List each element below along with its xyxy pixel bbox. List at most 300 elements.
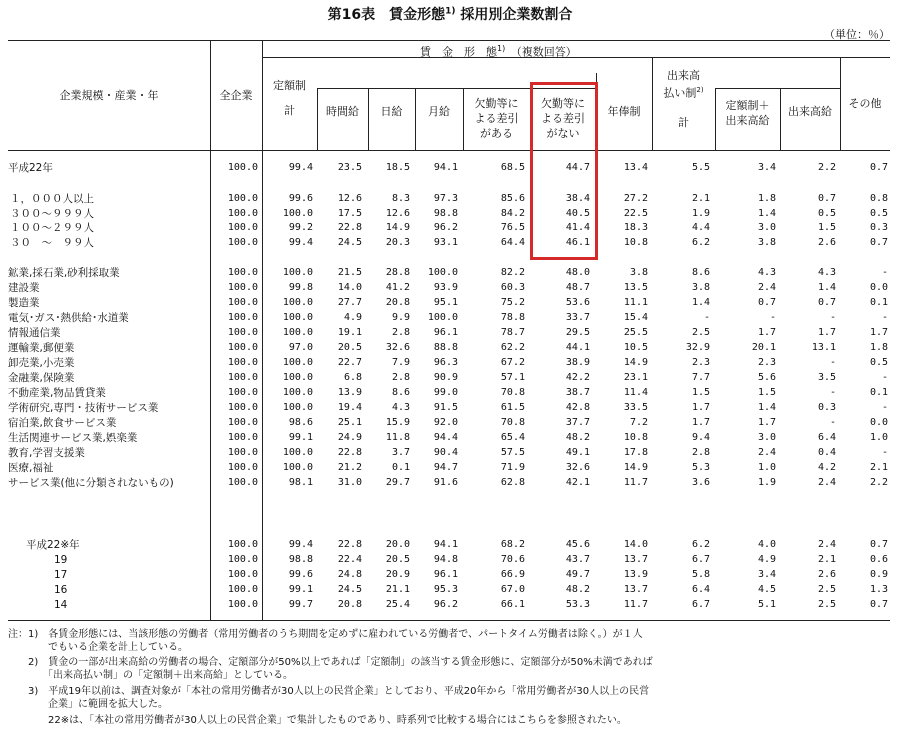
table-cell: 57.1 [500, 372, 525, 383]
table-cell: 27.2 [623, 193, 648, 204]
table-cell: 100.0 [282, 372, 313, 383]
row-label: ３００～９９９人 [10, 208, 94, 220]
table-cell: 23.5 [337, 162, 362, 173]
table-cell: 88.8 [433, 342, 458, 353]
table-cell: 0.5 [869, 208, 888, 219]
table-cell: 21.2 [337, 462, 362, 473]
footnote-line: 2) 賃金の一部が出来高給の労働者の場合、定額部分が50%以上であれば「定額制」の該当する賃金形態に、定額部分が50%未満であれば [8, 657, 653, 668]
table-cell: 97.3 [433, 193, 458, 204]
table-cell: 12.6 [385, 208, 410, 219]
table-cell: 29.7 [385, 477, 410, 488]
table-cell: 1.5 [757, 387, 776, 398]
table-cell: 1.7 [691, 417, 710, 428]
table-cell: 93.1 [433, 237, 458, 248]
table-cell: 44.7 [565, 162, 590, 173]
table-cell: 100.0 [282, 208, 313, 219]
table-cell: 2.5 [817, 584, 836, 595]
table-cell: 99.7 [288, 599, 313, 610]
table-cell: 98.8 [288, 554, 313, 565]
table-cell: 3.8 [629, 267, 648, 278]
header-with-deduction [463, 96, 530, 141]
table-cell: - [703, 312, 710, 323]
table-cell: 93.9 [433, 282, 458, 293]
table-cell: 1.5 [691, 387, 710, 398]
table-cell: - [881, 267, 888, 278]
table-cell: 100.0 [227, 267, 258, 278]
row-label: 金融業,保険業 [8, 372, 75, 384]
table-cell: 20.9 [385, 569, 410, 580]
table-cell: 8.6 [391, 387, 410, 398]
table-cell: 96.1 [433, 327, 458, 338]
table-cell: 48.2 [565, 432, 590, 443]
table-cell: 70.8 [500, 417, 525, 428]
table-cell: 28.8 [385, 267, 410, 278]
table-cell: 2.5 [817, 599, 836, 610]
table-cell: 0.7 [869, 599, 888, 610]
table-cell: 6.7 [691, 554, 710, 565]
table-cell: 14.0 [623, 539, 648, 550]
table-cell: 13.5 [623, 282, 648, 293]
table-cell: 2.5 [691, 327, 710, 338]
table-cell: 99.0 [433, 387, 458, 398]
header-all-companies: 全企業 [219, 89, 253, 102]
with-deduction-line3: がある [480, 127, 513, 140]
fixed-wage-total: 計 [284, 104, 295, 117]
table-cell: 5.1 [757, 599, 776, 610]
table-cell: 1.4 [757, 208, 776, 219]
table-cell: 24.9 [337, 432, 362, 443]
table-cell: 37.7 [565, 417, 590, 428]
piece-rate-line1: 出来高 [667, 69, 700, 82]
table-cell: 96.3 [433, 357, 458, 368]
table-cell: 76.5 [500, 222, 525, 233]
table-cell: 20.3 [385, 237, 410, 248]
table-cell: 1.7 [691, 402, 710, 413]
table-cell: 45.6 [565, 539, 590, 550]
footnote-line: でもいる企業を計上している。 [8, 642, 188, 653]
table-cell: 20.8 [385, 297, 410, 308]
fixed-plus-line1: 定額制＋ [725, 99, 770, 112]
table-cell: 0.8 [869, 193, 888, 204]
row-label: 17 [54, 569, 68, 581]
table-cell: 90.4 [433, 447, 458, 458]
row-label: ３０ ～ ９９人 [10, 237, 94, 249]
table-cell: 0.4 [817, 447, 836, 458]
table-cell: 2.6 [817, 569, 836, 580]
table-cell: 100.0 [227, 402, 258, 413]
table-cell: 44.1 [565, 342, 590, 353]
table-cell: 3.8 [757, 237, 776, 248]
table-cell: 100.0 [227, 539, 258, 550]
table-cell: 57.5 [500, 447, 525, 458]
table-cell: 91.5 [433, 402, 458, 413]
table-cell: 0.6 [869, 554, 888, 565]
table-cell: 11.7 [623, 599, 648, 610]
table-cell: 13.1 [811, 342, 836, 353]
table-cell: 13.4 [623, 162, 648, 173]
row-label: 電気･ガス･熱供給･水道業 [8, 312, 129, 324]
table-cell: 1.9 [691, 208, 710, 219]
table-cell: 92.0 [433, 417, 458, 428]
col-divider [368, 88, 369, 150]
table-cell: 99.6 [288, 569, 313, 580]
row-label: １００～２９９人 [10, 222, 94, 234]
row-label: 不動産業,物品賃貸業 [8, 387, 106, 399]
table-cell: 3.6 [691, 477, 710, 488]
table-cell: 0.7 [817, 193, 836, 204]
table-cell: 48.2 [565, 584, 590, 595]
table-cell: 4.3 [391, 402, 410, 413]
table-cell: 100.0 [227, 282, 258, 293]
table-cell: 1.0 [869, 432, 888, 443]
table-cell: 2.6 [817, 237, 836, 248]
table-cell: 42.2 [565, 372, 590, 383]
table-cell: 15.4 [623, 312, 648, 323]
table-cell: 4.3 [817, 267, 836, 278]
piece-rate-sup: 2) [696, 86, 704, 94]
table-cell: 42.1 [565, 477, 590, 488]
table-cell: 100.0 [282, 312, 313, 323]
table-cell: 22.5 [623, 208, 648, 219]
table-cell: 71.9 [500, 462, 525, 473]
sub-rule [715, 88, 840, 89]
table-cell: 100.0 [227, 554, 258, 565]
row-label: 情報通信業 [8, 327, 61, 339]
table-cell: 4.0 [757, 539, 776, 550]
table-cell: 11.7 [623, 477, 648, 488]
row-label: 医療,福祉 [8, 462, 54, 474]
table-cell: 20.5 [337, 342, 362, 353]
table-cell: - [881, 312, 888, 323]
header-hourly: 時間給 [326, 105, 359, 118]
table-cell: 2.2 [817, 162, 836, 173]
table-cell: 2.1 [691, 193, 710, 204]
table-cell: 1.4 [691, 297, 710, 308]
table-cell: 100.0 [227, 342, 258, 353]
table-cell: 22.8 [337, 539, 362, 550]
table-cell: 41.4 [565, 222, 590, 233]
table-cell: 99.4 [288, 237, 313, 248]
table-cell: 4.5 [757, 584, 776, 595]
table-cell: 3.8 [691, 282, 710, 293]
table-cell: 2.3 [757, 357, 776, 368]
table-cell: 0.1 [869, 297, 888, 308]
col-divider [317, 88, 318, 150]
table-cell: 65.4 [500, 432, 525, 443]
table-cell: 21.1 [385, 584, 410, 595]
table-cell: - [881, 402, 888, 413]
table-cell: 17.5 [337, 208, 362, 219]
col-divider [780, 88, 781, 150]
table-cell: 8.6 [691, 267, 710, 278]
table-cell: 38.4 [565, 193, 590, 204]
table-cell: - [881, 372, 888, 383]
row-label: 卸売業,小売業 [8, 357, 75, 369]
piece-rate-total: 計 [678, 115, 689, 129]
table-cell: 19.1 [337, 327, 362, 338]
table-cell: 1.9 [757, 477, 776, 488]
footnote-line: 22※は、「本社の常用労働者が30人以上の民営企業」で集計したものであり、時系列で比較する場合にはこちらを参照されたい。 [8, 715, 627, 726]
table-cell: 48.0 [565, 267, 590, 278]
table-cell: 33.5 [623, 402, 648, 413]
table-cell: 13.7 [623, 554, 648, 565]
table-cell: 99.4 [288, 539, 313, 550]
table-cell: - [829, 417, 836, 428]
header-wage-type-group [420, 41, 720, 60]
header-other: その他 [848, 97, 882, 110]
table-cell: 22.7 [337, 357, 362, 368]
table-cell: 3.4 [757, 569, 776, 580]
row-label: 学術研究,専門・技術サービス業 [8, 402, 159, 414]
table-cell: 98.6 [288, 417, 313, 428]
table-cell: 42.8 [565, 402, 590, 413]
table-cell: 78.7 [500, 327, 525, 338]
table-cell: 67.2 [500, 357, 525, 368]
table-cell: 32.6 [385, 342, 410, 353]
row-label: 鉱業,採石業,砂利採取業 [8, 267, 120, 279]
footnote-line: 「出来高払い制」の「定額制＋出来高給」としている。 [8, 670, 293, 681]
table-cell: 1.3 [869, 584, 888, 595]
row-label: 16 [54, 584, 68, 596]
table-cell: 2.1 [869, 462, 888, 473]
table-title [0, 4, 900, 24]
table-bottom-rule [8, 620, 890, 621]
table-cell: 3.0 [757, 432, 776, 443]
table-cell: 0.7 [817, 297, 836, 308]
table-cell: 4.3 [757, 267, 776, 278]
table-cell: 100.0 [282, 462, 313, 473]
table-cell: 0.1 [869, 387, 888, 398]
table-cell: 41.2 [385, 282, 410, 293]
table-cell: 100.0 [282, 327, 313, 338]
table-cell: 11.8 [385, 432, 410, 443]
table-cell: 99.2 [288, 222, 313, 233]
row-label: サービス業(他に分類されないもの) [8, 477, 174, 489]
table-cell: 75.2 [500, 297, 525, 308]
table-cell: 10.8 [623, 432, 648, 443]
table-cell: 100.0 [282, 447, 313, 458]
table-cell: 13.9 [623, 569, 648, 580]
table-cell: 0.7 [869, 162, 888, 173]
table-cell: 31.0 [337, 477, 362, 488]
table-cell: 100.0 [227, 477, 258, 488]
table-cell: 82.2 [500, 267, 525, 278]
table-cell: 14.9 [623, 357, 648, 368]
table-cell: 53.3 [565, 599, 590, 610]
highlight-box [530, 82, 598, 260]
header-piece-rate [652, 68, 715, 130]
table-cell: 100.0 [227, 462, 258, 473]
table-cell: 70.8 [500, 387, 525, 398]
table-cell: 99.1 [288, 584, 313, 595]
table-cell: 0.5 [869, 357, 888, 368]
header-size-industry-year: 企業規模・産業・年 [59, 89, 159, 102]
table-cell: 18.3 [623, 222, 648, 233]
table-cell: 29.5 [565, 327, 590, 338]
table-cell: 4.9 [343, 312, 362, 323]
table-cell: 5.8 [691, 569, 710, 580]
table-cell: 100.0 [227, 417, 258, 428]
table-cell: 32.6 [565, 462, 590, 473]
table-cell: 46.1 [565, 237, 590, 248]
without-deduction-line3: がない [546, 127, 580, 140]
table-cell: 100.0 [282, 357, 313, 368]
table-cell: 40.5 [565, 208, 590, 219]
table-cell: 2.8 [391, 372, 410, 383]
table-cell: 27.7 [337, 297, 362, 308]
table-cell: 0.3 [869, 222, 888, 233]
table-cell: 6.7 [691, 599, 710, 610]
table-cell: 19.4 [337, 402, 362, 413]
table-cell: 1.8 [869, 342, 888, 353]
table-cell: 20.5 [385, 554, 410, 565]
table-cell: 96.2 [433, 222, 458, 233]
table-cell: 3.7 [391, 447, 410, 458]
table-cell: 100.0 [227, 569, 258, 580]
table-cell: 1.8 [757, 193, 776, 204]
table-cell: 2.1 [817, 554, 836, 565]
table-cell: 1.7 [817, 327, 836, 338]
header-fixed-plus-piece [715, 98, 780, 128]
row-label: 平成22年 [8, 162, 53, 174]
table-cell: 1.5 [817, 222, 836, 233]
group-label: 賃 金 形 態 [420, 45, 497, 59]
row-label: 14 [54, 599, 68, 611]
table-cell: 10.8 [623, 237, 648, 248]
table-cell: 99.1 [288, 432, 313, 443]
table-cell: 6.2 [691, 237, 710, 248]
table-cell: 7.7 [691, 372, 710, 383]
table-cell: 22.8 [337, 222, 362, 233]
piece-rate-line2: 払い制 [663, 86, 697, 100]
table-cell: 100.0 [282, 267, 313, 278]
header-piece-pay: 出来高給 [788, 105, 832, 118]
table-cell: 22.4 [337, 554, 362, 565]
table-cell: - [829, 312, 836, 323]
title-sup: 1) [445, 6, 456, 17]
table-cell: 2.4 [757, 282, 776, 293]
table-cell: 14.9 [385, 222, 410, 233]
table-cell: 25.4 [385, 599, 410, 610]
fixed-wage-label: 定額制 [273, 79, 306, 92]
table-cell: 53.6 [565, 297, 590, 308]
row-label: 平成22※年 [26, 539, 80, 551]
table-cell: 33.7 [565, 312, 590, 323]
table-cell: 91.6 [433, 477, 458, 488]
table-cell: 2.4 [757, 447, 776, 458]
table-cell: 0.7 [869, 539, 888, 550]
table-cell: 100.0 [282, 387, 313, 398]
table-cell: 0.3 [817, 402, 836, 413]
table-cell: 94.1 [433, 162, 458, 173]
table-cell: 49.1 [565, 447, 590, 458]
title-main: 第16表 賃金形態 [327, 7, 446, 23]
table-cell: 100.0 [427, 312, 458, 323]
table-cell: 23.1 [623, 372, 648, 383]
table-cell: 100.0 [227, 327, 258, 338]
title-rest: 採用別企業数割合 [455, 7, 573, 23]
table-cell: 22.8 [337, 447, 362, 458]
without-deduction-line2: よる差引 [541, 112, 585, 125]
table-cell: 100.0 [227, 584, 258, 595]
row-label: 生活関連サービス業,娯楽業 [8, 432, 138, 444]
table-cell: 99.6 [288, 193, 313, 204]
table-cell: 9.4 [691, 432, 710, 443]
table-cell: 38.7 [565, 387, 590, 398]
row-label: 運輸業,郵便業 [8, 342, 75, 354]
footnote-line: 注：1) 各賃金形態には、当該形態の労働者（常用労働者のうち期間を定めずに雇われている労働者で、パートタイム労働者は除く。）が１人 [8, 629, 643, 640]
table-cell: 1.7 [869, 327, 888, 338]
table-cell: 24.5 [337, 584, 362, 595]
table-cell: 15.9 [385, 417, 410, 428]
table-cell: 1.4 [817, 282, 836, 293]
table-cell: - [769, 312, 776, 323]
table-cell: 7.2 [629, 417, 648, 428]
table-cell: 70.6 [500, 554, 525, 565]
table-cell: 13.9 [337, 387, 362, 398]
table-cell: 90.9 [433, 372, 458, 383]
table-cell: 100.0 [427, 267, 458, 278]
table-cell: 2.4 [817, 539, 836, 550]
table-cell: 62.2 [500, 342, 525, 353]
header-bottom-rule [8, 150, 890, 151]
row-label: 製造業 [8, 297, 40, 309]
table-cell: 100.0 [227, 297, 258, 308]
table-cell: 99.4 [288, 162, 313, 173]
table-cell: 3.0 [757, 222, 776, 233]
footnote-line: 企業」に範囲を拡大した。 [8, 699, 168, 710]
table-cell: 13.7 [623, 584, 648, 595]
table-cell: 24.8 [337, 569, 362, 580]
table-cell: 100.0 [227, 312, 258, 323]
group-note: （複数回答） [516, 45, 577, 59]
footnote-line: 3) 平成19年以前は、調査対象が「本社の常用労働者が30人以上の民営企業」としており、平成20年から「常用労働者が30人以上の民営 [8, 686, 650, 697]
table-cell: 60.3 [500, 282, 525, 293]
table-cell: 14.9 [623, 462, 648, 473]
table-cell: 100.0 [227, 193, 258, 204]
table-cell: 6.8 [343, 372, 362, 383]
table-cell: 2.3 [691, 357, 710, 368]
table-cell: 96.1 [433, 569, 458, 580]
row-label: 19 [54, 554, 68, 566]
table-cell: 32.9 [685, 342, 710, 353]
table-cell: 3.5 [817, 372, 836, 383]
table-cell: 1.7 [757, 417, 776, 428]
table-cell: 0.9 [869, 569, 888, 580]
table-cell: 8.3 [391, 193, 410, 204]
table-cell: 61.5 [500, 402, 525, 413]
table-cell: 2.4 [817, 477, 836, 488]
table-cell: 94.7 [433, 462, 458, 473]
table-cell: 66.9 [500, 569, 525, 580]
table-cell: 5.5 [691, 162, 710, 173]
row-label: 宿泊業,飲食サービス業 [8, 417, 117, 429]
table-cell: 20.8 [337, 599, 362, 610]
table-cell: 68.5 [500, 162, 525, 173]
table-cell: 94.8 [433, 554, 458, 565]
table-cell: 0.1 [391, 462, 410, 473]
table-cell: 1.7 [757, 327, 776, 338]
table-cell: 94.4 [433, 432, 458, 443]
table-cell: 6.4 [817, 432, 836, 443]
col-divider [415, 88, 416, 150]
table-cell: 97.0 [288, 342, 313, 353]
row-label: １，０００人以上 [10, 193, 94, 205]
table-cell: 96.2 [433, 599, 458, 610]
table-cell: 9.9 [391, 312, 410, 323]
table-cell: 18.5 [385, 162, 410, 173]
fixed-plus-line2: 出来高給 [725, 114, 770, 127]
